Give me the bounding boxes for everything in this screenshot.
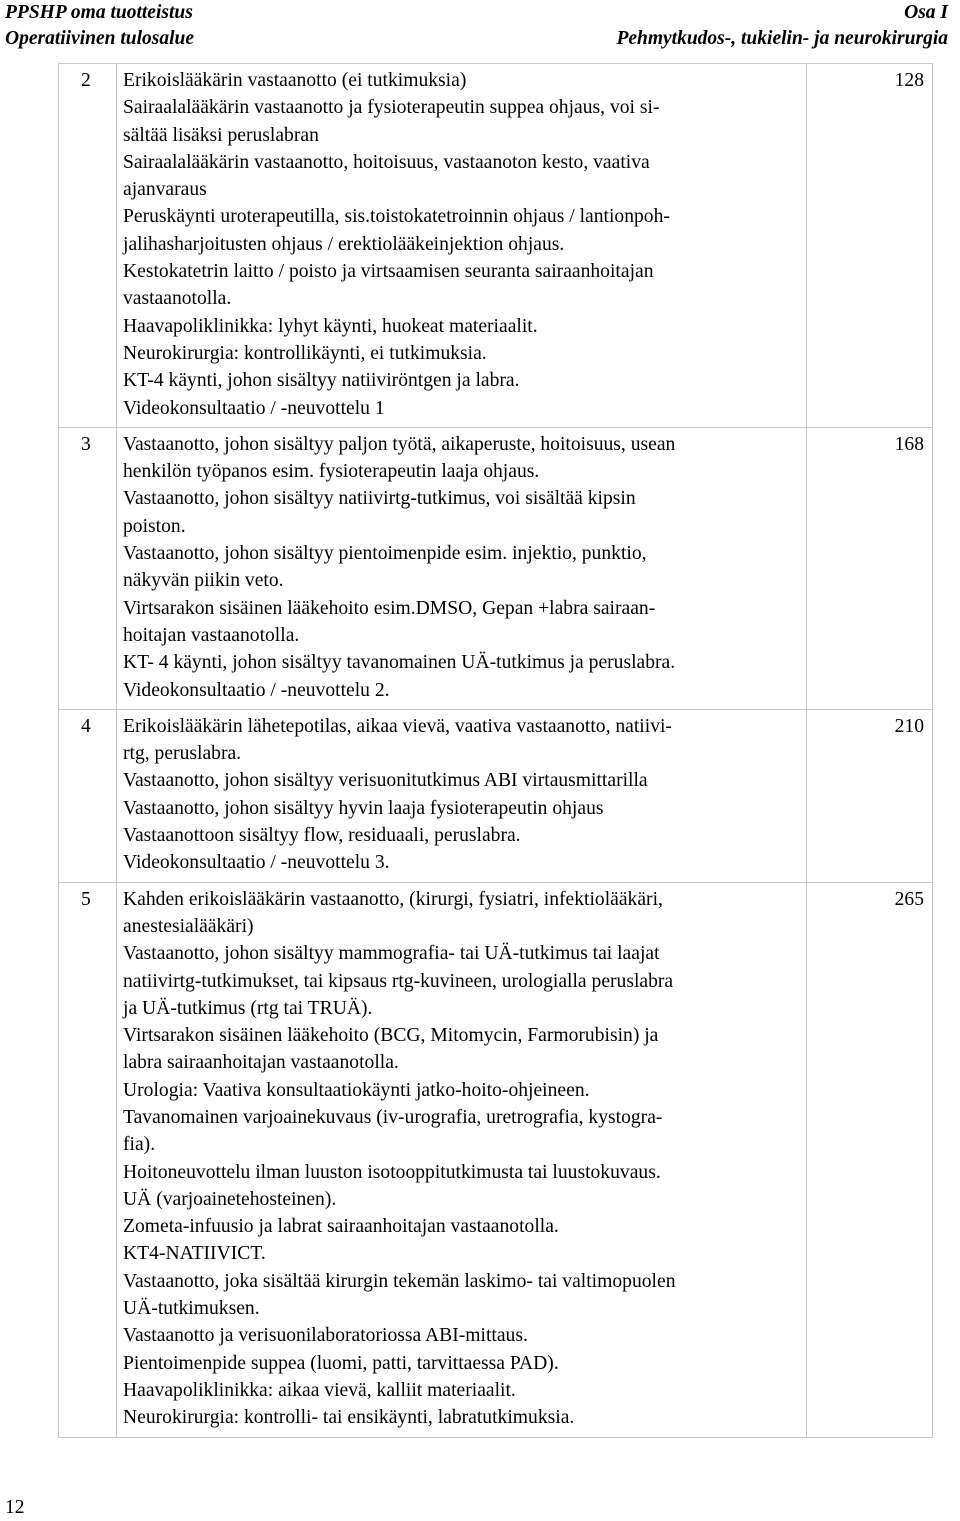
row-description	[117, 709, 807, 882]
description-line: Vastaanotto, johon sisältyy paljon työtä, aikaperuste, hoitoisuus, usean	[123, 433, 676, 455]
row-description	[117, 427, 807, 709]
description-line: KT- 4 käynti, johon sisältyy tavanomainen UÄ-tutkimus ja peruslabra.	[123, 652, 676, 674]
description-line: Videokonsultaatio / -neuvottelu 2.	[123, 679, 390, 701]
description-line: Videokonsultaatio / -neuvottelu 3.	[123, 852, 390, 874]
row-level: 2	[59, 64, 117, 428]
pricing-table-body	[59, 64, 933, 1438]
description-line: Videokonsultaatio / -neuvottelu 1	[123, 397, 385, 419]
description-line: anestesialääkäri)	[123, 915, 254, 937]
description-line: Neurokirurgia: kontrollikäynti, ei tutkimuksia.	[123, 342, 487, 364]
table-row	[59, 427, 933, 709]
description-line: Tavanomainen varjoainekuvaus (iv-urografia, uretrografia, kystogra-	[123, 1106, 663, 1128]
description-line: Vastaanotto, johon sisältyy pientoimenpide esim. injektio, punktio,	[123, 543, 647, 565]
description-line: Peruskäynti uroterapeutilla, sis.toistokatetroinnin ohjaus / lantionpoh-	[123, 206, 670, 228]
description-line: Erikoislääkärin vastaanotto (ei tutkimuksia)	[123, 70, 467, 91]
row-level: 4	[59, 709, 117, 882]
description-line: UÄ-tutkimuksen.	[123, 1298, 260, 1320]
description-line: KT-4 käynti, johon sisältyy natiiviröntgen ja labra.	[123, 370, 520, 392]
description-line: Sairaalalääkärin vastaanotto, hoitoisuus, vastaanoton kesto, vaativa	[123, 151, 650, 173]
row-price: 168	[807, 427, 933, 709]
pricing-table	[58, 63, 933, 1438]
description-line: ja UÄ-tutkimus (rtg tai TRUÄ).	[123, 997, 373, 1019]
description-line: fia).	[123, 1134, 156, 1156]
description-line: vastaanotolla.	[123, 288, 232, 310]
header-unit: Operatiivinen tulosalue	[5, 28, 195, 49]
description-line: Vastaanotto, joka sisältää kirurgin tekemän laskimo- tai valtimopuolen	[123, 1270, 676, 1292]
description-line: Hoitoneuvottelu ilman luuston isotooppitutkimusta tai luustokuvaus.	[123, 1161, 661, 1183]
header-organization: PPSHP oma tuotteistus	[5, 2, 193, 23]
description-line: Vastaanottoon sisältyy flow, residuaali, peruslabra.	[123, 825, 521, 847]
description-line: sältää lisäksi peruslabran	[123, 124, 319, 146]
description-line: jalihasharjoitusten ohjaus / erektiolääkeinjektion ohjaus.	[123, 233, 565, 255]
header-specialty: Pehmytkudos-, tukielin- ja neurokirurgia	[616, 28, 948, 49]
row-description	[117, 64, 807, 428]
description-line: rtg, peruslabra.	[123, 743, 242, 765]
description-line: labra sairaanhoitajan vastaanotolla.	[123, 1052, 399, 1074]
description-line: näkyvän piikin veto.	[123, 570, 284, 592]
description-line: Kestokatetrin laitto / poisto ja virtsaamisen seuranta sairaanhoitajan	[123, 261, 654, 283]
description-line: Haavapoliklinikka: aikaa vievä, kalliit materiaalit.	[123, 1379, 516, 1401]
description-line: Vastaanotto, johon sisältyy mammografia- tai UÄ-tutkimus tai laajat	[123, 943, 660, 965]
description-line: hoitajan vastaanotolla.	[123, 624, 300, 646]
description-line: Haavapoliklinikka: lyhyt käynti, huokeat materiaalit.	[123, 315, 538, 337]
description-line: natiivirtg-tutkimukset, tai kipsaus rtg-kuvineen, urologialla peruslabra	[123, 970, 674, 992]
description-line: poiston.	[123, 515, 186, 537]
row-price: 265	[807, 882, 933, 1437]
page-header-right	[616, 0, 948, 52]
description-line: Virtsarakon sisäinen lääkehoito esim.DMSO, Gepan +labra sairaan-	[123, 597, 656, 619]
row-level: 3	[59, 427, 117, 709]
description-line: henkilön työpanos esim. fysioterapeutin laaja ohjaus.	[123, 461, 540, 483]
description-line: Virtsarakon sisäinen lääkehoito (BCG, Mitomycin, Farmorubisin) ja	[123, 1025, 659, 1047]
table-row	[59, 64, 933, 428]
header-part: Osa I	[904, 2, 948, 23]
description-line: Neurokirurgia: kontrolli- tai ensikäynti, labratutkimuksia.	[123, 1407, 575, 1429]
description-line: Vastaanotto, johon sisältyy verisuonitutkimus ABI virtausmittarilla	[123, 770, 648, 792]
description-line: UÄ (varjoainetehosteinen).	[123, 1188, 337, 1210]
description-line: KT4-NATIIVICT.	[123, 1243, 266, 1265]
page-header-left	[5, 0, 194, 52]
description-line: Zometa-infuusio ja labrat sairaanhoitajan vastaanotolla.	[123, 1216, 559, 1238]
page-number: 12	[5, 1497, 25, 1518]
description-line: Kahden erikoislääkärin vastaanotto, (kirurgi, fysiatri, infektiolääkäri,	[123, 888, 663, 910]
row-level: 5	[59, 882, 117, 1437]
description-line: Vastaanotto ja verisuonilaboratoriossa ABI-mittaus.	[123, 1325, 528, 1347]
table-row	[59, 882, 933, 1437]
table-row	[59, 709, 933, 882]
row-description	[117, 882, 807, 1437]
row-price: 210	[807, 709, 933, 882]
row-price: 128	[807, 64, 933, 428]
description-line: Erikoislääkärin lähetepotilas, aikaa vievä, vaativa vastaanotto, natiivi-	[123, 715, 672, 737]
description-line: Vastaanotto, johon sisältyy natiivirtg-tutkimus, voi sisältää kipsin	[123, 488, 636, 510]
description-line: Vastaanotto, johon sisältyy hyvin laaja fysioterapeutin ohjaus	[123, 797, 604, 819]
description-line: Urologia: Vaativa konsultaatiokäynti jatko-hoito-ohjeineen.	[123, 1079, 590, 1101]
description-line: Pientoimenpide suppea (luomi, patti, tarvittaessa PAD).	[123, 1352, 559, 1374]
description-line: ajanvaraus	[123, 179, 207, 201]
description-line: Sairaalalääkärin vastaanotto ja fysioterapeutin suppea ohjaus, voi si-	[123, 97, 660, 119]
